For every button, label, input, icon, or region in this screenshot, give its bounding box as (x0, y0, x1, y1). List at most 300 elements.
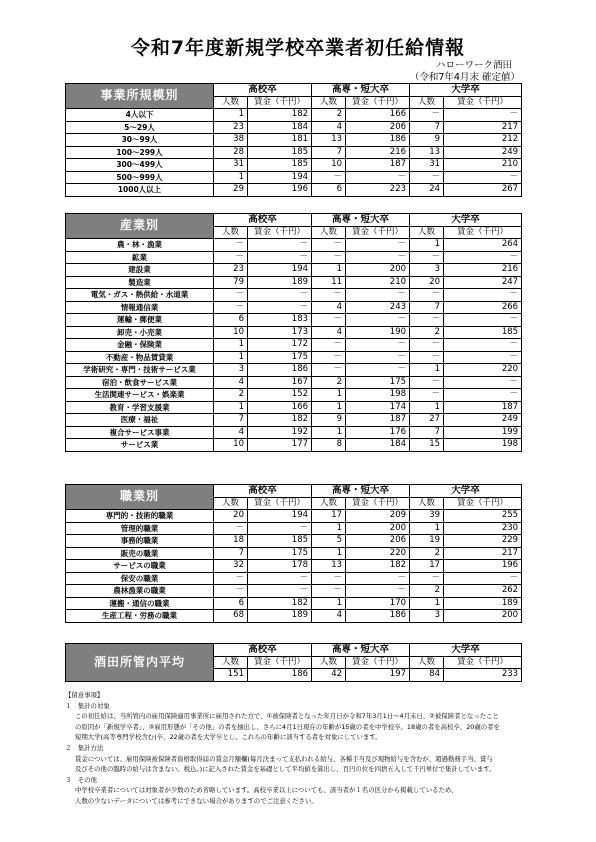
wage-cell: 247 (444, 276, 522, 289)
table-row (66, 251, 522, 264)
wage-cell: － (346, 289, 410, 302)
wage-cell: 190 (346, 326, 410, 339)
wage-cell: 266 (444, 301, 522, 314)
count-cell: － (410, 314, 444, 327)
row-label: 卸売・小売業 (66, 326, 214, 339)
count-cell: 1 (312, 426, 346, 439)
wage-cell: 216 (346, 146, 410, 159)
table-row (66, 171, 522, 184)
wage-cell: 199 (444, 426, 522, 439)
count-cell: 1 (214, 171, 248, 184)
wage-cell: 175 (248, 351, 312, 364)
count-cell: 1 (410, 401, 444, 414)
wage-cell: 200 (444, 610, 522, 623)
count-cell: － (312, 339, 346, 352)
count-cell: 18 (214, 535, 248, 548)
count-cell: － (312, 572, 346, 585)
count-header: 人数 (410, 96, 444, 109)
table-row (66, 376, 522, 389)
wage-cell: － (248, 572, 312, 585)
count-cell: 1 (410, 239, 444, 252)
note-heading-3: ３ その他 (65, 775, 97, 784)
note-text: 短期大学(高等専門学校含む)卒、22歳の者を大学卒とし、これらの年齢に該当する者を対象にしています。 (75, 733, 382, 742)
count-cell: － (312, 351, 346, 364)
count-header: 人数 (312, 96, 346, 109)
wage-cell: － (444, 109, 522, 122)
wage-cell: 249 (444, 414, 522, 427)
section-table (65, 83, 522, 197)
wage-cell: 166 (346, 109, 410, 122)
wage-cell: 196 (444, 560, 522, 573)
row-label: 情報通信業 (66, 301, 214, 314)
as-of-date: （令和7年4月末 確定値） (409, 72, 520, 83)
notes-section (65, 690, 535, 807)
count-cell: 23 (214, 121, 248, 134)
page-title: 令和7年度新規学校卒業者初任給情報 (130, 37, 466, 59)
count-cell: － (410, 289, 444, 302)
wage-cell: － (248, 301, 312, 314)
count-cell: 39 (410, 510, 444, 523)
wage-cell: － (248, 251, 312, 264)
count-cell: － (214, 301, 248, 314)
count-cell: 1 (214, 401, 248, 414)
wage-cell: 192 (248, 426, 312, 439)
note-text: 及びその他の臨時の給与は含まない。税込。)に記入された賃金を基礎として平均値を算出し、百円の位を四捨五入して千円単位で集計しています。 (75, 765, 496, 774)
table-row (66, 597, 522, 610)
count-header: 人数 (214, 497, 248, 510)
table-row (66, 326, 522, 339)
wage-cell: 167 (248, 376, 312, 389)
row-label: 農林漁業の職業 (66, 585, 214, 598)
row-label: 電気・ガス・熱供給・水道業 (66, 289, 214, 302)
row-label: 100～299人 (66, 146, 214, 159)
count-cell: 2 (214, 389, 248, 402)
count-cell: 3 (410, 264, 444, 277)
table-row (66, 389, 522, 402)
average-table (65, 643, 522, 682)
row-label: 生活関連サービス・娯楽業 (66, 389, 214, 402)
note-text: の原因が「新規学卒者」、③雇用形態が「その他」の者を抽出し、さらに4月1日現在の年齢が15歳の者を中学校卒、18歳の者を高校卒、20歳の者を (75, 722, 500, 731)
wage-cell: － (444, 314, 522, 327)
table-row (66, 314, 522, 327)
average-heading: 酒田所管内平均 (66, 644, 214, 682)
wage-cell: 172 (248, 339, 312, 352)
row-label: 運輸・郵便業 (66, 314, 214, 327)
count-cell: 24 (410, 184, 444, 197)
count-cell: 1 (312, 401, 346, 414)
table-row (66, 289, 522, 302)
count-cell: － (410, 171, 444, 184)
wage-cell: 184 (248, 121, 312, 134)
count-cell: 3 (410, 610, 444, 623)
wage-cell: 206 (346, 535, 410, 548)
wage-cell: － (346, 239, 410, 252)
count-cell: 7 (410, 121, 444, 134)
count-cell: 7 (410, 301, 444, 314)
note-text: 賃金については、雇用保険被保険者資格取得届の賃金月額欄(毎月決まって支払われる給与、各種手当及び現物給与を含むが、超過勤務手当、賞与 (75, 754, 493, 763)
wage-cell: 243 (346, 301, 410, 314)
wage-cell: 230 (444, 522, 522, 535)
wage-cell: 249 (444, 146, 522, 159)
count-cell: 13 (410, 146, 444, 159)
table-row (66, 276, 522, 289)
row-label: 保安の職業 (66, 572, 214, 585)
table-row (66, 414, 522, 427)
wage-cell: 233 (444, 669, 522, 682)
count-cell: 13 (312, 134, 346, 147)
wage-cell: 174 (346, 401, 410, 414)
wage-header: 賃金（千円） (444, 96, 522, 109)
count-cell: － (410, 389, 444, 402)
count-cell: 4 (214, 376, 248, 389)
wage-header: 賃金（千円） (248, 656, 312, 669)
count-cell: 1 (214, 109, 248, 122)
section-heading: 事業所規模別 (66, 84, 214, 109)
count-cell: 5 (312, 535, 346, 548)
row-label: 複合サービス事業 (66, 426, 214, 439)
count-cell: 10 (214, 326, 248, 339)
wage-cell: 175 (248, 547, 312, 560)
table-row (66, 134, 522, 147)
wage-cell: 182 (248, 597, 312, 610)
wage-cell: － (444, 171, 522, 184)
wage-cell: 187 (346, 159, 410, 172)
table-row (66, 572, 522, 585)
table-row (66, 109, 522, 122)
row-label: 300～499人 (66, 159, 214, 172)
group-header: 高校卒 (214, 644, 312, 657)
wage-cell: 198 (444, 439, 522, 452)
table-row (66, 585, 522, 598)
wage-cell: 220 (346, 547, 410, 560)
count-cell: － (214, 572, 248, 585)
row-label: 金融・保険業 (66, 339, 214, 352)
count-cell: 8 (312, 439, 346, 452)
row-label: 5～29人 (66, 121, 214, 134)
row-label: 医療・福祉 (66, 414, 214, 427)
row-label: 宿泊・飲食サービス業 (66, 376, 214, 389)
wage-cell: 229 (444, 535, 522, 548)
wage-cell: 217 (444, 121, 522, 134)
wage-cell: 176 (346, 426, 410, 439)
count-cell: 1 (410, 364, 444, 377)
wage-cell: 212 (444, 134, 522, 147)
count-cell: － (214, 289, 248, 302)
wage-cell: 183 (248, 314, 312, 327)
count-header: 人数 (312, 226, 346, 239)
row-label: 運搬・通信の職業 (66, 597, 214, 610)
wage-cell: 185 (248, 146, 312, 159)
wage-header: 賃金（千円） (346, 497, 410, 510)
count-cell: － (214, 251, 248, 264)
count-cell: － (312, 251, 346, 264)
count-cell: 28 (214, 146, 248, 159)
table-row (66, 184, 522, 197)
row-label: 不動産・物品賃貸業 (66, 351, 214, 364)
count-cell: － (410, 351, 444, 364)
count-cell: 6 (312, 184, 346, 197)
row-label: 鉱業 (66, 251, 214, 264)
wage-cell: 175 (346, 376, 410, 389)
section-table (65, 213, 522, 452)
count-cell: 4 (312, 301, 346, 314)
count-cell: 4 (312, 121, 346, 134)
row-label: 学術研究・専門・技術サービス業 (66, 364, 214, 377)
row-label: サービスの職業 (66, 560, 214, 573)
wage-cell: 185 (444, 326, 522, 339)
count-cell: 1 (410, 597, 444, 610)
count-cell: － (312, 171, 346, 184)
wage-cell: 210 (444, 159, 522, 172)
wage-cell: 166 (248, 401, 312, 414)
wage-cell: － (444, 339, 522, 352)
count-cell: 1 (214, 351, 248, 364)
count-cell: 31 (214, 159, 248, 172)
count-cell: 2 (312, 109, 346, 122)
count-cell: 27 (410, 414, 444, 427)
group-header: 大学卒 (410, 84, 522, 97)
count-cell: 1 (312, 389, 346, 402)
wage-cell: 187 (346, 414, 410, 427)
table-row (66, 439, 522, 452)
section-heading: 産業別 (66, 214, 214, 239)
row-label: サービス業 (66, 439, 214, 452)
wage-cell: 267 (444, 184, 522, 197)
count-cell: － (312, 364, 346, 377)
count-cell: 7 (214, 414, 248, 427)
wage-cell: 152 (248, 389, 312, 402)
wage-cell: 182 (346, 560, 410, 573)
section-heading: 職業別 (66, 485, 214, 510)
count-cell: 1 (312, 547, 346, 560)
wage-header: 賃金（千円） (346, 96, 410, 109)
wage-cell: － (346, 585, 410, 598)
wage-cell: 181 (248, 134, 312, 147)
row-label: 製造業 (66, 276, 214, 289)
group-header: 高専・短大卒 (312, 485, 410, 498)
count-cell: － (410, 109, 444, 122)
row-label: 30～99人 (66, 134, 214, 147)
wage-cell: 170 (346, 597, 410, 610)
row-label: 農・林・漁業 (66, 239, 214, 252)
wage-cell: 220 (444, 364, 522, 377)
wage-cell: 217 (444, 547, 522, 560)
wage-cell: 189 (248, 276, 312, 289)
count-cell: 2 (410, 547, 444, 560)
count-header: 人数 (410, 226, 444, 239)
wage-cell: 178 (248, 560, 312, 573)
count-header: 人数 (410, 497, 444, 510)
wage-cell: 196 (248, 184, 312, 197)
wage-header: 賃金（千円） (248, 96, 312, 109)
table-row (66, 264, 522, 277)
table-row (66, 610, 522, 623)
wage-cell: 194 (248, 264, 312, 277)
wage-cell: 189 (444, 597, 522, 610)
count-cell: 20 (214, 510, 248, 523)
wage-header: 賃金（千円） (346, 656, 410, 669)
row-label: 建設業 (66, 264, 214, 277)
notes-heading: 【留意事項】 (65, 691, 104, 699)
group-header: 大学卒 (410, 485, 522, 498)
wage-header: 賃金（千円） (248, 497, 312, 510)
note-heading-1: １ 集計の対象 (65, 701, 110, 710)
count-cell: 84 (410, 669, 444, 682)
count-cell: 1 (410, 522, 444, 535)
wage-cell: 182 (248, 109, 312, 122)
count-cell: 7 (410, 426, 444, 439)
row-label: 4人以下 (66, 109, 214, 122)
count-cell: 13 (312, 560, 346, 573)
wage-cell: － (346, 339, 410, 352)
count-cell: 1 (312, 264, 346, 277)
count-cell: 19 (410, 535, 444, 548)
count-cell: 4 (214, 426, 248, 439)
wage-cell: 186 (248, 364, 312, 377)
group-header: 高校卒 (214, 214, 312, 227)
count-cell: 23 (214, 264, 248, 277)
count-cell: 79 (214, 276, 248, 289)
count-cell: 10 (214, 439, 248, 452)
table-row (66, 535, 522, 548)
wage-cell: － (346, 314, 410, 327)
wage-cell: 210 (346, 276, 410, 289)
section-table (65, 484, 522, 623)
wage-cell: 185 (248, 535, 312, 548)
count-header: 人数 (312, 497, 346, 510)
row-label: 1000人以上 (66, 184, 214, 197)
group-header: 大学卒 (410, 644, 522, 657)
note-text: この初任給は、当所管内の雇用保険適用事業所に雇用された方で、①被保険者となった年月日が令和7年3月1日～4月末日、②被保険者となったこと (75, 712, 499, 721)
wage-cell: 177 (248, 439, 312, 452)
wage-cell: － (444, 351, 522, 364)
wage-cell: 182 (248, 414, 312, 427)
wage-cell: － (346, 251, 410, 264)
wage-header: 賃金（千円） (444, 656, 522, 669)
wage-cell: 200 (346, 264, 410, 277)
wage-cell: － (444, 572, 522, 585)
wage-cell: － (248, 585, 312, 598)
wage-cell: 200 (346, 522, 410, 535)
count-cell: 1 (214, 339, 248, 352)
count-cell: 11 (312, 276, 346, 289)
table-row (66, 146, 522, 159)
count-cell: 2 (410, 326, 444, 339)
wage-cell: 262 (444, 585, 522, 598)
wage-cell: 189 (248, 610, 312, 623)
wage-header: 賃金（千円） (444, 497, 522, 510)
wage-cell: 173 (248, 326, 312, 339)
count-cell: 10 (312, 159, 346, 172)
count-cell: 7 (214, 547, 248, 560)
row-label: 500～999人 (66, 171, 214, 184)
table-row (66, 159, 522, 172)
count-cell: 42 (312, 669, 346, 682)
count-cell: － (410, 339, 444, 352)
wage-cell: － (346, 572, 410, 585)
count-cell: 38 (214, 134, 248, 147)
table-row (66, 510, 522, 523)
table-row (66, 560, 522, 573)
count-cell: － (312, 585, 346, 598)
count-cell: － (312, 239, 346, 252)
count-cell: 29 (214, 184, 248, 197)
count-cell: 6 (214, 597, 248, 610)
count-cell: － (410, 572, 444, 585)
wage-header: 賃金（千円） (444, 226, 522, 239)
table-row (66, 239, 522, 252)
group-header: 高校卒 (214, 84, 312, 97)
wage-header: 賃金（千円） (346, 226, 410, 239)
wage-cell: － (346, 171, 410, 184)
count-cell: 1 (312, 597, 346, 610)
count-header: 人数 (214, 226, 248, 239)
wage-cell: 209 (346, 510, 410, 523)
count-cell: － (312, 314, 346, 327)
table-row (66, 401, 522, 414)
wage-cell: － (248, 522, 312, 535)
office-name: ハローワーク酒田 (435, 60, 512, 71)
wage-header: 賃金（千円） (248, 226, 312, 239)
wage-cell: － (346, 351, 410, 364)
count-cell: 2 (312, 376, 346, 389)
wage-cell: － (444, 289, 522, 302)
wage-cell: 198 (346, 389, 410, 402)
count-cell: － (214, 522, 248, 535)
count-cell: － (410, 251, 444, 264)
count-cell: 17 (312, 510, 346, 523)
wage-cell: 223 (346, 184, 410, 197)
note-text: 人数の少ないデータについては参考にできない場合がありますのでご注意ください。 (75, 796, 318, 805)
table-row (66, 301, 522, 314)
wage-cell: 185 (248, 159, 312, 172)
table-row (66, 522, 522, 535)
count-cell: 2 (410, 585, 444, 598)
wage-cell: 187 (444, 401, 522, 414)
count-cell: 4 (312, 610, 346, 623)
wage-cell: 255 (444, 510, 522, 523)
wage-cell: － (248, 239, 312, 252)
count-cell: 17 (410, 560, 444, 573)
count-cell: 4 (312, 326, 346, 339)
wage-cell: － (444, 251, 522, 264)
row-label: 事務的職業 (66, 535, 214, 548)
row-label: 販売の職業 (66, 547, 214, 560)
wage-cell: － (444, 376, 522, 389)
count-cell: 20 (410, 276, 444, 289)
wage-cell: 216 (444, 264, 522, 277)
count-cell: － (214, 585, 248, 598)
row-label: 教育・学習支援業 (66, 401, 214, 414)
wage-cell: 186 (346, 134, 410, 147)
count-cell: 68 (214, 610, 248, 623)
count-cell: 15 (410, 439, 444, 452)
wage-cell: 197 (346, 669, 410, 682)
row-label: 専門的・技術的職業 (66, 510, 214, 523)
count-cell: － (214, 239, 248, 252)
row-label: 管理的職業 (66, 522, 214, 535)
count-cell: － (410, 376, 444, 389)
count-cell: 32 (214, 560, 248, 573)
group-header: 大学卒 (410, 214, 522, 227)
count-cell: 7 (312, 146, 346, 159)
row-label: 生産工程・労務の職業 (66, 610, 214, 623)
count-header: 人数 (312, 656, 346, 669)
wage-cell: － (346, 364, 410, 377)
wage-cell: 194 (248, 171, 312, 184)
count-cell: 3 (214, 364, 248, 377)
count-cell: 9 (410, 134, 444, 147)
